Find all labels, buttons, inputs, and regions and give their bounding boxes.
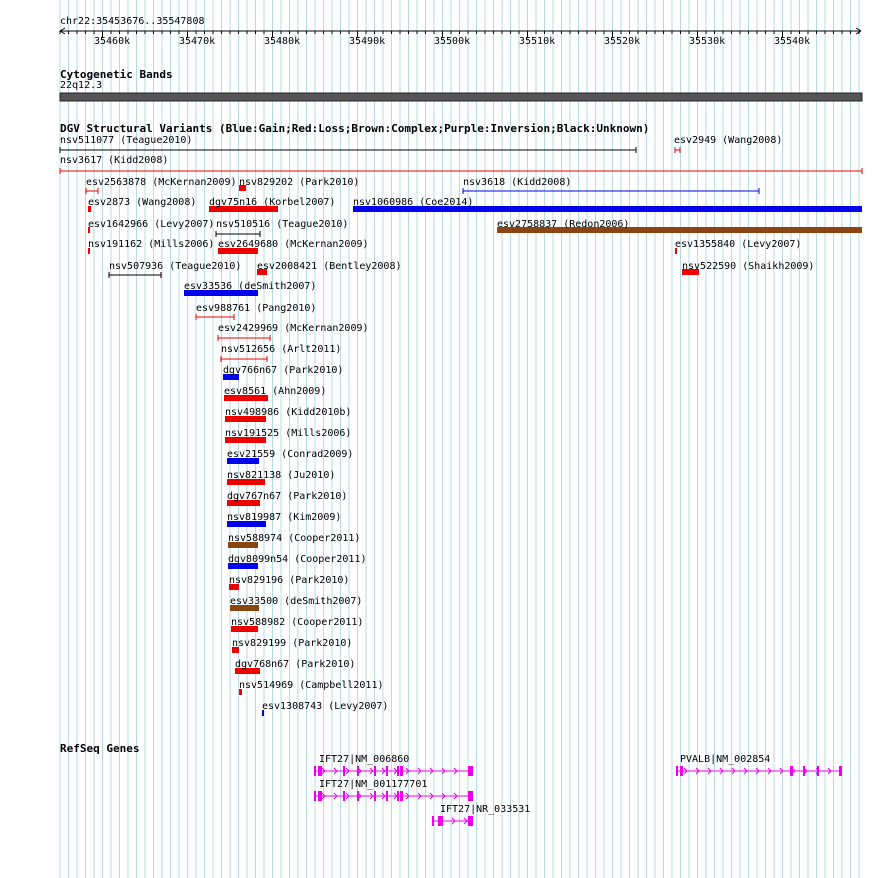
variant-label[interactable]: esv33536 (deSmith2007) bbox=[184, 281, 317, 292]
variant-label[interactable]: nsv829196 (Park2010) bbox=[229, 575, 350, 586]
ruler-tick-label: 35540k bbox=[774, 36, 811, 47]
variant-label[interactable]: esv2563878 (McKernan2009) bbox=[86, 177, 237, 188]
variant-label[interactable]: nsv507936 (Teague2010) bbox=[109, 261, 242, 272]
variant-label[interactable]: nsv588974 (Cooper2011) bbox=[228, 533, 361, 544]
variant-label[interactable]: nsv1060986 (Coe2014) bbox=[353, 197, 474, 208]
variant-label[interactable]: nsv3617 (Kidd2008) bbox=[60, 155, 169, 166]
cytoband-label: 22q12.3 bbox=[60, 80, 103, 91]
track-title-refseq: RefSeq Genes bbox=[60, 742, 140, 755]
variant-label[interactable]: esv2008421 (Bentley2008) bbox=[257, 261, 402, 272]
ruler-tick-label: 35500k bbox=[434, 36, 471, 47]
gene-exon bbox=[438, 816, 443, 826]
gene-exon bbox=[400, 766, 403, 776]
gene-exon bbox=[468, 766, 473, 776]
variant-label[interactable]: esv2949 (Wang2008) bbox=[674, 135, 783, 146]
gene-exon bbox=[386, 791, 388, 801]
variant-label[interactable]: esv1355840 (Levy2007) bbox=[675, 239, 802, 250]
gene-exon bbox=[432, 816, 434, 826]
variant-label[interactable]: esv1308743 (Levy2007) bbox=[262, 701, 389, 712]
variant-label[interactable]: nsv511077 (Teague2010) bbox=[60, 135, 193, 146]
variant-label[interactable]: esv2873 (Wang2008) bbox=[88, 197, 197, 208]
gene-exon bbox=[318, 766, 322, 776]
gene-exon bbox=[397, 791, 399, 801]
gene-exon bbox=[397, 766, 399, 776]
variant-label[interactable]: nsv191162 (Mills2006) bbox=[88, 239, 215, 250]
ruler-tick-label: 35520k bbox=[604, 36, 641, 47]
variant-label[interactable]: dgv766n67 (Park2010) bbox=[223, 365, 344, 376]
variant-label[interactable]: nsv588982 (Cooper2011) bbox=[231, 617, 364, 628]
gene-exon bbox=[400, 791, 403, 801]
ruler-tick-label: 35510k bbox=[519, 36, 556, 47]
gene-label[interactable]: IFT27|NM_006860 bbox=[319, 754, 410, 765]
position-label: chr22:35453676..35547808 bbox=[60, 16, 205, 27]
variant-label[interactable]: esv2649680 (McKernan2009) bbox=[218, 239, 369, 250]
variant-label[interactable]: esv988761 (Pang2010) bbox=[196, 303, 317, 314]
variant-label[interactable]: nsv821138 (Ju2010) bbox=[227, 470, 336, 481]
variant-label[interactable]: dgv767n67 (Park2010) bbox=[227, 491, 348, 502]
gene-exon bbox=[357, 766, 359, 776]
gene-label[interactable]: IFT27|NM_001177701 bbox=[319, 779, 428, 790]
gene-exon bbox=[468, 816, 473, 826]
variant-label[interactable]: esv1642966 (Levy2007) bbox=[88, 219, 215, 230]
gene-exon bbox=[790, 766, 793, 776]
variant-label[interactable]: nsv191525 (Mills2006) bbox=[225, 428, 352, 439]
variant-label[interactable]: nsv512656 (Arlt2011) bbox=[221, 344, 342, 355]
variant-label[interactable]: dgv75n16 (Korbel2007) bbox=[209, 197, 336, 208]
ruler-tick-label: 35460k bbox=[94, 36, 131, 47]
variant-label[interactable]: nsv510516 (Teague2010) bbox=[216, 219, 349, 230]
ruler-tick-label: 35530k bbox=[689, 36, 726, 47]
variant-label[interactable]: nsv819987 (Kim2009) bbox=[227, 512, 342, 523]
cytoband-bar bbox=[60, 93, 862, 101]
variant-label[interactable]: dgv8099n54 (Cooper2011) bbox=[228, 554, 367, 565]
gene-exon bbox=[680, 766, 683, 776]
variant-label[interactable]: esv2758837 (Redon2006) bbox=[497, 219, 630, 230]
variant-label[interactable]: nsv522590 (Shaikh2009) bbox=[682, 261, 815, 272]
gene-label[interactable]: IFT27|NR_033531 bbox=[440, 804, 531, 815]
variant-label[interactable]: esv21559 (Conrad2009) bbox=[227, 449, 354, 460]
gene-exon bbox=[343, 791, 345, 801]
track-title-dgv: DGV Structural Variants (Blue:Gain;Red:Loss;Brown:Complex;Purple:Inversion;Black:Unknown) bbox=[60, 122, 650, 135]
track-title-cytobands: Cytogenetic Bands bbox=[60, 68, 173, 81]
variant-label[interactable]: dgv768n67 (Park2010) bbox=[235, 659, 356, 670]
variant-label[interactable]: nsv498986 (Kidd2010b) bbox=[225, 407, 352, 418]
variant-label[interactable]: nsv3618 (Kidd2008) bbox=[463, 177, 572, 188]
gene-exon bbox=[803, 766, 805, 776]
variant-label[interactable]: esv2429969 (McKernan2009) bbox=[218, 323, 369, 334]
gene-exon bbox=[357, 791, 359, 801]
variant-label[interactable]: nsv829202 (Park2010) bbox=[239, 177, 360, 188]
gene-exon bbox=[676, 766, 678, 776]
variant-label[interactable]: esv33500 (deSmith2007) bbox=[230, 596, 363, 607]
variant-label[interactable]: nsv514969 (Campbell2011) bbox=[239, 680, 384, 691]
gene-exon bbox=[314, 791, 316, 801]
gene-exon bbox=[374, 791, 376, 801]
gene-exon bbox=[386, 766, 388, 776]
ruler-tick-label: 35490k bbox=[349, 36, 386, 47]
gene-exon bbox=[318, 791, 322, 801]
gene-exon bbox=[839, 766, 842, 776]
ruler-tick-label: 35470k bbox=[179, 36, 216, 47]
variant-label[interactable]: nsv829199 (Park2010) bbox=[232, 638, 353, 649]
ruler-tick-label: 35480k bbox=[264, 36, 301, 47]
gene-exon bbox=[817, 766, 819, 776]
gene-exon bbox=[468, 791, 473, 801]
gene-exon bbox=[343, 766, 345, 776]
gene-exon bbox=[314, 766, 316, 776]
gene-exon bbox=[374, 766, 376, 776]
gene-label[interactable]: PVALB|NM_002854 bbox=[680, 754, 771, 765]
variant-label[interactable]: esv8561 (Ahn2009) bbox=[224, 386, 327, 397]
